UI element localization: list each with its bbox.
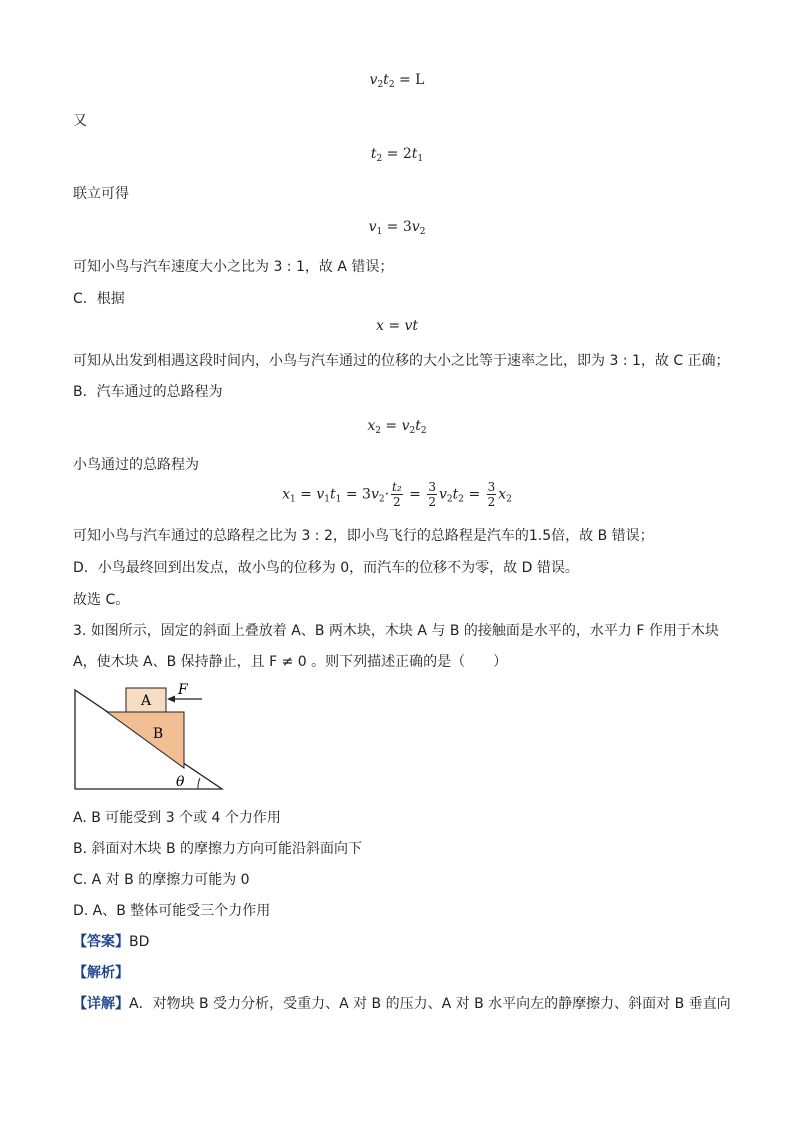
text-you: 又: [73, 113, 87, 129]
denominator: 2: [487, 495, 496, 509]
fraction: [487, 480, 497, 509]
force-arrow-head: [167, 696, 175, 703]
fraction: [391, 480, 403, 509]
op: = 3: [382, 219, 412, 235]
block-b: [107, 712, 184, 768]
sub: 2: [419, 227, 426, 237]
sub: 2: [409, 426, 416, 436]
var: v: [401, 418, 410, 434]
label-theta: θ: [176, 774, 185, 790]
answer-value: BD: [129, 934, 150, 950]
incline-figure: [70, 682, 230, 794]
text-c-label: C．根据: [73, 291, 125, 307]
var: t: [330, 486, 336, 503]
detail-line: [73, 993, 731, 1013]
option-d: D. A、B 整体可能受三个力作用: [73, 903, 271, 919]
option-b: B. 斜面对木块 B 的摩擦力方向可能沿斜面向下: [73, 841, 363, 857]
var: v: [368, 219, 377, 235]
denominator: 2: [428, 495, 436, 509]
var: t: [411, 146, 418, 162]
var: x: [367, 418, 376, 434]
coef: 3: [362, 486, 371, 503]
text-speed-ratio: 可知小鸟与汽车速度大小之比为 3 : 1，故 A 错误；: [73, 259, 394, 275]
equation-v1-3v2: [0, 219, 794, 237]
answer-tag: 【答案】: [73, 934, 129, 950]
sub: 2: [458, 494, 464, 505]
equation-x1-chain: $x_1 = v_1t_1 = 3v_2\cdot$ $\frac{\text{t₂}}{2}$ = $\frac{3}{2}$ $v_2t_2$ = $\frac{3}{2}$ $x_2$: [282, 480, 512, 509]
label-f: F: [178, 682, 188, 698]
var: x: [282, 486, 290, 503]
op: = 2: [382, 146, 412, 162]
sub: 1: [417, 154, 424, 164]
var: t: [452, 486, 459, 503]
numerator: t₂: [392, 480, 402, 494]
rhs: = L: [399, 72, 425, 88]
question-3-line1: 3. 如图所示，固定的斜面上叠放着 A、B 两木块，木块 A 与 B 的接触面是水平的，水平力 F 作用于木块: [73, 623, 719, 639]
question-3-line2: A，使木块 A、B 保持静止，且 F ≠ 0 。则下列描述正确的是（ ）: [73, 654, 508, 670]
fraction: [427, 480, 437, 509]
sub: 2: [375, 426, 381, 436]
option-a: A. B 可能受到 3 个或 4 个力作用: [73, 810, 281, 826]
sub: 2: [378, 494, 385, 505]
equation-v2t2-L: [0, 72, 794, 90]
sub: 2: [388, 80, 395, 90]
var: x: [498, 486, 507, 503]
var: v: [369, 72, 378, 88]
analysis-tag: 【解析】: [73, 965, 129, 981]
option-c: C. A 对 B 的摩擦力可能为 0: [73, 872, 250, 888]
var: v: [411, 219, 420, 235]
equation-x-vt: [0, 318, 794, 334]
var: v: [370, 486, 379, 503]
equation-x2-v2t2: $x_2 = v_2t_2$: [367, 418, 427, 436]
text-lianli: 联立可得: [73, 186, 129, 202]
label-b: B: [152, 726, 164, 742]
sub: 1: [324, 494, 330, 505]
sub: 2: [377, 80, 384, 90]
text-c-conclusion: 可知从出发到相遇这段时间内，小鸟与汽车通过的位移的大小之比等于速率之比，即为 3 : 1，故 C 正确；: [73, 353, 730, 369]
sub: 2: [420, 426, 427, 436]
expr: x = vt: [375, 318, 419, 334]
text-b-conclusion: 可知小鸟与汽车通过的总路程之比为 3 : 2，即小鸟飞行的总路程是汽车的1.5倍，故 B 错误；: [73, 528, 654, 544]
text-b-label: B．汽车通过的总路程为: [73, 384, 223, 400]
sub: 1: [376, 227, 383, 237]
sub: 1: [289, 494, 296, 505]
numerator: 3: [428, 480, 436, 494]
angle-arc: [198, 778, 200, 789]
var: t: [370, 146, 377, 162]
text-choose: 故选 C。: [73, 592, 130, 608]
numerator: 3: [487, 480, 496, 494]
sub: 2: [376, 154, 383, 164]
sub: 1: [335, 494, 342, 505]
detail-text: A．对物块 B 受力分析，受重力、A 对 B 的压力、A 对 B 水平向左的静摩擦力、斜面对 B 垂直向: [129, 996, 731, 1012]
label-a: A: [140, 693, 152, 709]
var: v: [316, 486, 325, 503]
var: t: [383, 72, 389, 88]
denominator: 2: [393, 495, 401, 509]
sub: 2: [446, 494, 453, 505]
var: v: [438, 486, 447, 503]
text-bird-path: 小鸟通过的总路程为: [73, 457, 199, 473]
text-d: D．小鸟最终回到出发点，故小鸟的位移为 0，而汽车的位移不为零，故 D 错误。: [73, 560, 579, 576]
answer-line: [73, 931, 149, 951]
equation-t2-2t1: [0, 146, 794, 164]
var: t: [415, 418, 421, 434]
detail-tag: 【详解】: [73, 996, 129, 1012]
sub: 2: [506, 494, 512, 505]
